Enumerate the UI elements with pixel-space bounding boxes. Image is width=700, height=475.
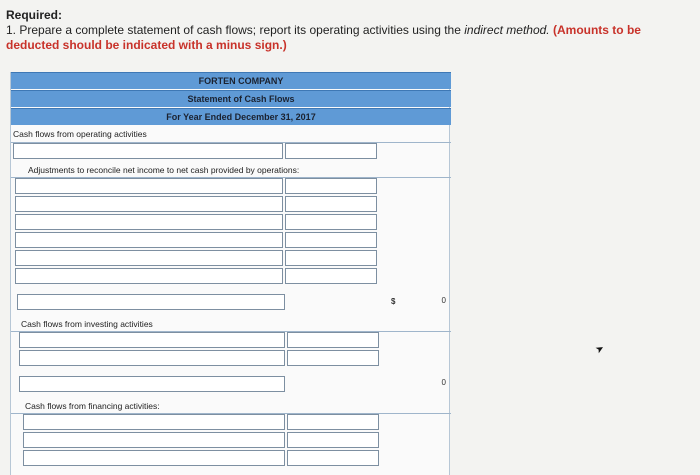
adjustment-description-input[interactable] bbox=[15, 196, 283, 212]
net-income-row bbox=[13, 143, 449, 159]
adjustment-description-input[interactable] bbox=[15, 214, 283, 230]
requirement-text bbox=[6, 23, 696, 53]
adjustment-amount-input[interactable] bbox=[285, 268, 377, 284]
financing-amount-input[interactable] bbox=[287, 414, 379, 430]
header-company: FORTEN COMPANY bbox=[11, 72, 451, 89]
instructions bbox=[6, 8, 696, 53]
financing-row bbox=[23, 450, 449, 466]
adjustment-amount-input[interactable] bbox=[285, 250, 377, 266]
adjustment-row bbox=[15, 214, 449, 230]
adjustment-row bbox=[15, 268, 449, 284]
method-text: indirect method. bbox=[464, 23, 550, 37]
financing-amount-input[interactable] bbox=[287, 450, 379, 466]
operating-activities-label: Cash flows from operating activities bbox=[13, 129, 147, 139]
currency-symbol: $ bbox=[391, 297, 396, 306]
net-income-amount-input[interactable] bbox=[285, 143, 377, 159]
required-heading: Required: bbox=[6, 8, 63, 22]
adjustment-row bbox=[15, 232, 449, 248]
operating-total-row bbox=[17, 294, 449, 310]
adjustment-row bbox=[15, 250, 449, 266]
investing-activities-label: Cash flows from investing activities bbox=[21, 319, 153, 329]
investing-total-value: 0 bbox=[441, 378, 446, 387]
mouse-pointer-icon: ➤ bbox=[593, 342, 607, 357]
header-title: Statement of Cash Flows bbox=[11, 90, 451, 107]
adjustment-amount-input[interactable] bbox=[285, 214, 377, 230]
investing-row bbox=[19, 332, 449, 348]
adjustment-amount-input[interactable] bbox=[285, 232, 377, 248]
adjustment-amount-input[interactable] bbox=[285, 196, 377, 212]
adjustment-description-input[interactable] bbox=[15, 250, 283, 266]
investing-amount-input[interactable] bbox=[287, 350, 379, 366]
financing-description-input[interactable] bbox=[23, 432, 285, 448]
financing-row bbox=[23, 414, 449, 430]
investing-description-input[interactable] bbox=[19, 332, 285, 348]
minus-sign-note: (Amounts to be deducted should be indicated with a minus sign.) bbox=[6, 23, 641, 52]
investing-total-row bbox=[19, 376, 449, 392]
adjustment-row bbox=[15, 196, 449, 212]
financing-row bbox=[23, 432, 449, 448]
adjustment-row bbox=[15, 178, 449, 194]
adjustment-description-input[interactable] bbox=[15, 232, 283, 248]
investing-row bbox=[19, 350, 449, 366]
cash-flow-worksheet bbox=[10, 72, 450, 475]
investing-description-input[interactable] bbox=[19, 350, 285, 366]
financing-description-input[interactable] bbox=[23, 414, 285, 430]
investing-amount-input[interactable] bbox=[287, 332, 379, 348]
adjustment-description-input[interactable] bbox=[15, 268, 283, 284]
net-income-description-input[interactable] bbox=[13, 143, 283, 159]
requirement-prefix: 1. Prepare a complete statement of cash flows; report its operating activities using the bbox=[6, 23, 461, 37]
adjustment-description-input[interactable] bbox=[15, 178, 283, 194]
adjustment-amount-input[interactable] bbox=[285, 178, 377, 194]
financing-description-input[interactable] bbox=[23, 450, 285, 466]
adjustments-label: Adjustments to reconcile net income to net cash provided by operations: bbox=[28, 165, 300, 175]
financing-activities-label: Cash flows from financing activities: bbox=[25, 401, 160, 411]
financing-amount-input[interactable] bbox=[287, 432, 379, 448]
operating-total-value: 0 bbox=[441, 296, 446, 305]
investing-total-description-input[interactable] bbox=[19, 376, 285, 392]
header-period: For Year Ended December 31, 2017 bbox=[11, 108, 451, 125]
operating-total-description-input[interactable] bbox=[17, 294, 285, 310]
